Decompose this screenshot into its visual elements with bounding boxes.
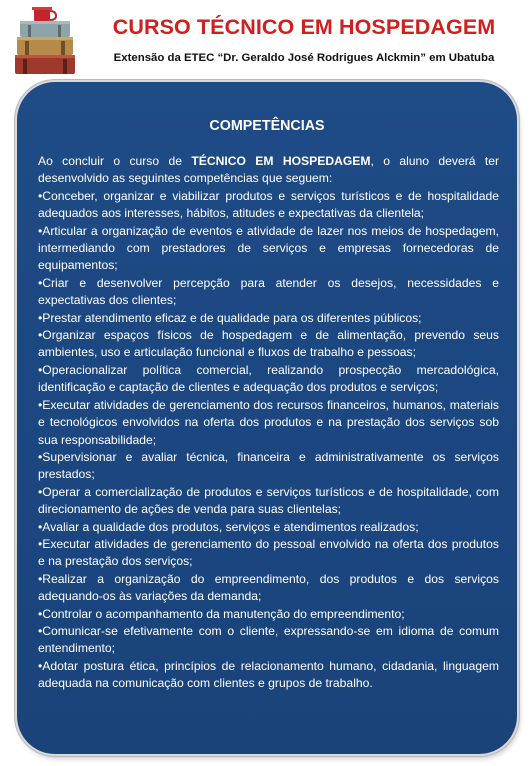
list-item: •Realizar a organização do empreendimento, dos produtos e dos serviços adequando-os às variações da demanda; — [38, 571, 499, 604]
list-item: •Organizar espaços físicos de hospedagem e de alimentação, prevendo seus ambientes, uso e articulação funcional e fluxos de trabalho e pessoas; — [38, 328, 499, 360]
page-subtitle: Extensão da ETEC “Dr. Geraldo José Rodrigues Alckmin” em Ubatuba — [113, 52, 495, 64]
intro-paragraph — [38, 153, 499, 188]
intro-text-end: , o aluno deverá ter desenvolvido as seguintes competências que seguem: — [38, 154, 499, 186]
course-name: TÉCNICO EM HOSPEDAGEM — [191, 154, 371, 168]
list-item: •Executar atividades de gerenciamento do pessoal envolvido na oferta dos produtos e na prestação dos serviços; — [38, 536, 499, 569]
list-item: •Prestar atendimento eficaz e de qualidade para os diferentes públicos; — [38, 310, 422, 325]
list-item: •Controlar o acompanhamento da manutenção do empreendimento; — [38, 606, 405, 621]
intro-text-start: Ao concluir o curso de — [38, 154, 192, 168]
competencies-panel — [17, 82, 517, 754]
page-title: CURSO TÉCNICO EM HOSPEDAGEM — [112, 15, 496, 39]
list-item: •Articular a organização de eventos e atividade de lazer nos meios de hospedagem, intermediando com prestadores de serviços e empresas fornecedoras de equipamentos; — [38, 223, 499, 273]
list-item: •Conceber, organizar e viabilizar produtos e serviços turísticos e de hospitalidade adequados aos interesses, hábitos, atitudes e expectativas da clientela; — [38, 188, 499, 221]
list-item: •Adotar postura ética, princípios de relacionamento humano, cidadania, linguagem adequada na comunicação com clientes e grupos de trabalho. — [38, 658, 499, 691]
competencies-text — [38, 153, 499, 693]
list-item: •Avaliar a qualidade dos produtos, serviços e atendimentos realizados; — [38, 519, 419, 534]
list-item: •Comunicar-se efetivamente com o cliente, expressando-se em idioma de comum entendimento; — [38, 623, 499, 656]
stacked-suitcases-icon — [14, 6, 78, 76]
list-item: •Operacionalizar política comercial, realizando prospecção mercadológica, identificação e captação de clientes e adequação dos produtos e serviços; — [38, 362, 499, 395]
list-item: •Supervisionar e avaliar técnica, financeira e administrativamente os serviços prestados; — [38, 449, 499, 482]
list-item: •Operar a comercialização de produtos e serviços turísticos e de hospitalidade, com direcionamento de ações de venda para suas clientelas; — [38, 484, 499, 517]
section-heading: COMPETÊNCIAS — [209, 118, 325, 134]
list-item: •Executar atividades de gerenciamento dos recursos financeiros, humanos, materiais e tecnológicos envolvidos na oferta dos produtos e na prestação dos serviços sob sua responsabilidade; — [38, 397, 499, 447]
list-item: •Criar e desenvolver percepção para atender os desejos, necessidades e expectativas dos clientes; — [38, 275, 499, 308]
